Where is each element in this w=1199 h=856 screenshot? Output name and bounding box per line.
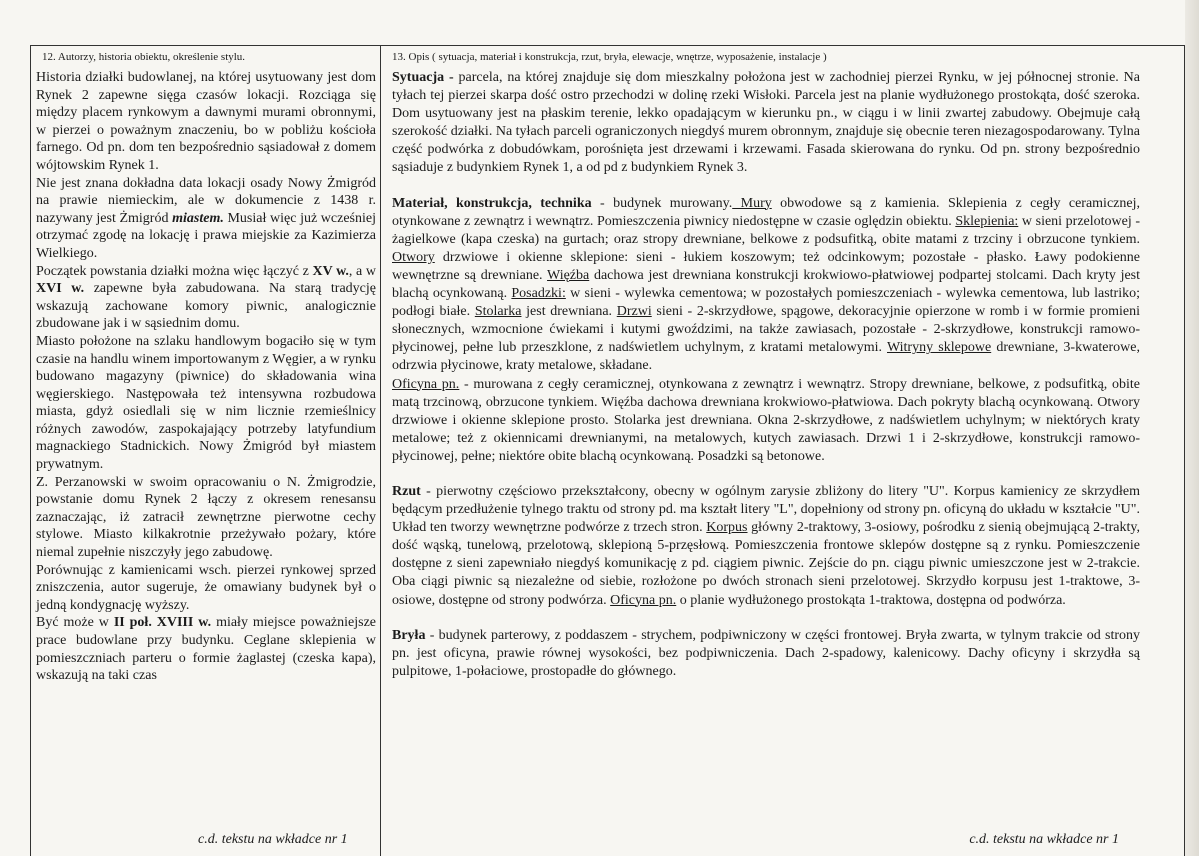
description-column <box>392 50 1140 681</box>
history-paragraph: Miasto położone na szlaku handlowym bogaciło się w tym czasie na handlu winem importowanym z Węgier, a w rynku budowano magazyny (piwnice) do składowania wina węgierskiego. Następowała też intensywna rozbudowa miasta, gdyż osiedlali się w nim licznie rzemieślnicy różnych zawodów, zaspokajający potrzeby latyfundium magnackiego Stadnickich. Nowy Żmigród był miastem prywatnym. <box>36 333 376 473</box>
history-paragraph: Z. Perzanowski w swoim opracowaniu o N. Żmigrodzie, powstanie domu Rynek 2 łączy z okresem renesansu zaznaczając, iż zatracił zewnętrzne pierwotne cechy stylowe. Miasto kilkakrotnie przeżywało pożary, które niemal zupełnie niszczyły jego zabudowę. <box>36 474 376 561</box>
history-heading: 12. Autorzy, historia obiektu, określenie stylu. <box>42 51 246 63</box>
form-middle-rule <box>380 45 381 856</box>
section-material: Materiał, konstrukcja, technika - budynek murowany. Mury obwodowe są z kamienia. Sklepienia z cegły ceramicznej, otynkowane z zewnątrz i wewnątrz. Pomieszczenia piwnicy niedostępne w czasie oględzin obiektu. Sklepienia: w sieni przelotowej - żagielkowe (kapa czeska) na gurtach; oraz stropy drewniane, belkowe z podsufitką, obite matami z trzciny i obrzucone tynkiem. Otwory drzwiowe i okienne sklepione: sieni - łukiem koszowym; też odcinkowym; pozostałe - płasko. Ławy podokienne wewnętrzne są drewniane. Więźba dachowa jest drewniana konstrukcji krokwiowo-płatwiowej podpartej stolcami. Dach kryty jest blachą ocynkowaną. Posadzki: w sieni - wylewka cementowa; w pozostałych pomieszczeniach - wylewka cementowa, lub lastriko; podłogi białe. Stolarka jest drewniana. Drzwi sieni - 2-skrzydłowe, spągowe, dekoracyjnie opierzone w romb i w formie promieni słonecznych, wzmocnione ćwiekami i kutymi gwoździmi, na także zawiasach, pozostałe - 2-skrzydłowe, konstrukcji ramowo-płycinowej, pełne lub przeszklone, z nadświetlem uchylnym, z kratami metalowymi. Witryny sklepowe drewniane, 3-kwaterowe, odrzwia płycinowe, kraty metalowe, składane. <box>392 195 1141 374</box>
history-paragraph: Być może w II poł. XVIII w. miały miejsce poważniejsze prace budowlane przy budynku. Ceglane sklepienia w pomieszczniach parteru o formie żaglastej (czeska kapa), wskazują na taki czas <box>36 615 376 684</box>
history-column <box>36 50 376 685</box>
form-top-rule <box>30 45 1185 46</box>
scan-edge <box>1185 0 1199 856</box>
section-rzut: Rzut - pierwotny częściowo przekształcony, obecny w ogólnym zarysie zbliżony do litery "U". Korpus kamienicy ze skrzydłem będącym przedłużenie tylnego traktu od strony pd. ma kształt litery "L", dopełniony od strony pn. oficyną do układu w kształcie "U". Układ ten tworzy wewnętrzne podwórze z trzech stron. Korpus główny 2-traktowy, 3-osiowy, pośrodku z sienią obejmującą 2-trakty, dość wąską, tunelową, przelotową, sklepioną 5-przęsłową. Pomieszczenia frontowe sklepów dostępne są z rynku. Pomieszczenie dostępne z sieni zapewniało niegdyś komunikację z pd. ciągiem piwnic. Zejście do pn. ciągu piwnic umieszczone jest w 2-trakcie. Oba ciągi piwnic są niezależne od siebie, rozłożone po dwóch stronach sieni przelotowej. Skrzydło korpusu jest 1-traktowe, 3-osiowe, dostępne od strony podwórza. Oficyna pn. o planie wydłużonego prostokąta 1-traktowa, dostępna od podwórza. <box>392 483 1140 608</box>
right-footer-note: c.d. tekstu na wkładce nr 1 <box>969 832 1119 847</box>
history-text <box>36 69 376 685</box>
section-sytuacja: Sytuacja - parcela, na której znajduje się dom mieszkalny położona jest w zachodniej pierzei Rynku, w jej północnej stronie. Na tyłach tej pierzei skarpa dość ostro przechodzi w dolinę rzeki Wisłoki. Parcela jest na planie wydłużonego prostokąta, dość szeroka. Dom usytuowany jest na płaskim terenie, lekko opadającym w kierunku pn., w ciągu i w linii zwartej zabudowy. Obejmuje całą szerokość działki. Na tyłach parceli ograniczonych niegdyś murem obronnym, znajduje się obecnie teren niezagospodarowany. Tylna część podwórka z dobudówkam, porośnięta jest drzewami i krzewami. Fasada skierowana do rynku. Od pn. strony bezpośrednio sąsiaduje z budynkiem Rynek 1, a od pd z budynkiem Rynek 3. <box>392 70 1140 176</box>
left-footer-note: c.d. tekstu na wkładce nr 1 <box>198 832 348 847</box>
description-text <box>392 69 1140 681</box>
section-oficyna: Oficyna pn. - murowana z cegły ceramicznej, otynkowana z zewnątrz i wewnątrz. Stropy drewniane, belkowe, z podsufitką, obite matą trzcinową, obrzucone tynkiem. Więźba dachowa drewniana krokwiowo-płatwiowa. Dach pokryty blachą ocynkowaną. Otwory drzwiowe i okienne sklepione prosto. Stolarka jest drewniana. Okna 2-skrzydłowe, z nadświetlem uchylnym; w niektórych kraty metalowe; też z okiennicami drewnianymi, na metalowych, kutych zawiasach. Drzwi 1 i 2-skrzydłowe, konstrukcji ramowo-płycinowej, pełne; niektóre obite blachą ocynkowaną. Posadzki są betonowe. <box>392 376 1140 464</box>
history-paragraph: Nie jest znana dokładna data lokacji osady Nowy Żmigród na prawie niemieckim, ale w dokumencie z 1438 r. nazywany jest Żmigród miastem. Musiał więc już wcześniej otrzymać zgodę na lokację i prawa miejskie za Kazimierza Wielkiego. <box>36 175 377 261</box>
history-paragraph: Początek powstania działki można więc łączyć z XV w., a w XVI w. zapewne była zabudowana. Na starą tradycję wskazują zachowane komory piwnic, analogicznie zbudowane jak i w sąsiednim domu. <box>36 263 377 332</box>
form-right-rule <box>1184 45 1185 856</box>
history-paragraph: Porównując z kamienicami wsch. pierzei rynkowej sprzed zniszczenia, autor sugeruje, że omawiany budynek był o jedną kondygnację wyższy. <box>36 562 376 613</box>
form-left-rule <box>30 45 31 856</box>
description-heading: 13. Opis ( sytuacja, materiał i konstrukcja, rzut, bryła, elewacje, wnętrze, wyposażenie, instalacje ) <box>392 51 827 63</box>
section-bryla: Bryła - budynek parterowy, z poddaszem - strychem, podpiwniczony w części frontowej. Bryła zwarta, w tylnym trakcie od strony pn. jest oficyna, prawie równej wysokości, bez podpiwniczenia. Dach 2-spadowy, kalenicowy. Dachy oficyny i skrzydła są pulpitowe, 1-połaciowe, prostopadłe do głównego. <box>392 627 1140 679</box>
history-paragraph: Historia działki budowlanej, na której usytuowany jest dom Rynek 2 zapewne sięga czasów lokacji. Rozciąga się między placem rynkowym a dawnymi murami obronnymi, w pierzei o poważnym znaczeniu, bo w pobliżu kościoła farnego. Od pn. dom ten bezpośrednio sąsiadował z domem wójtowskim Rynek 1. <box>36 70 376 173</box>
